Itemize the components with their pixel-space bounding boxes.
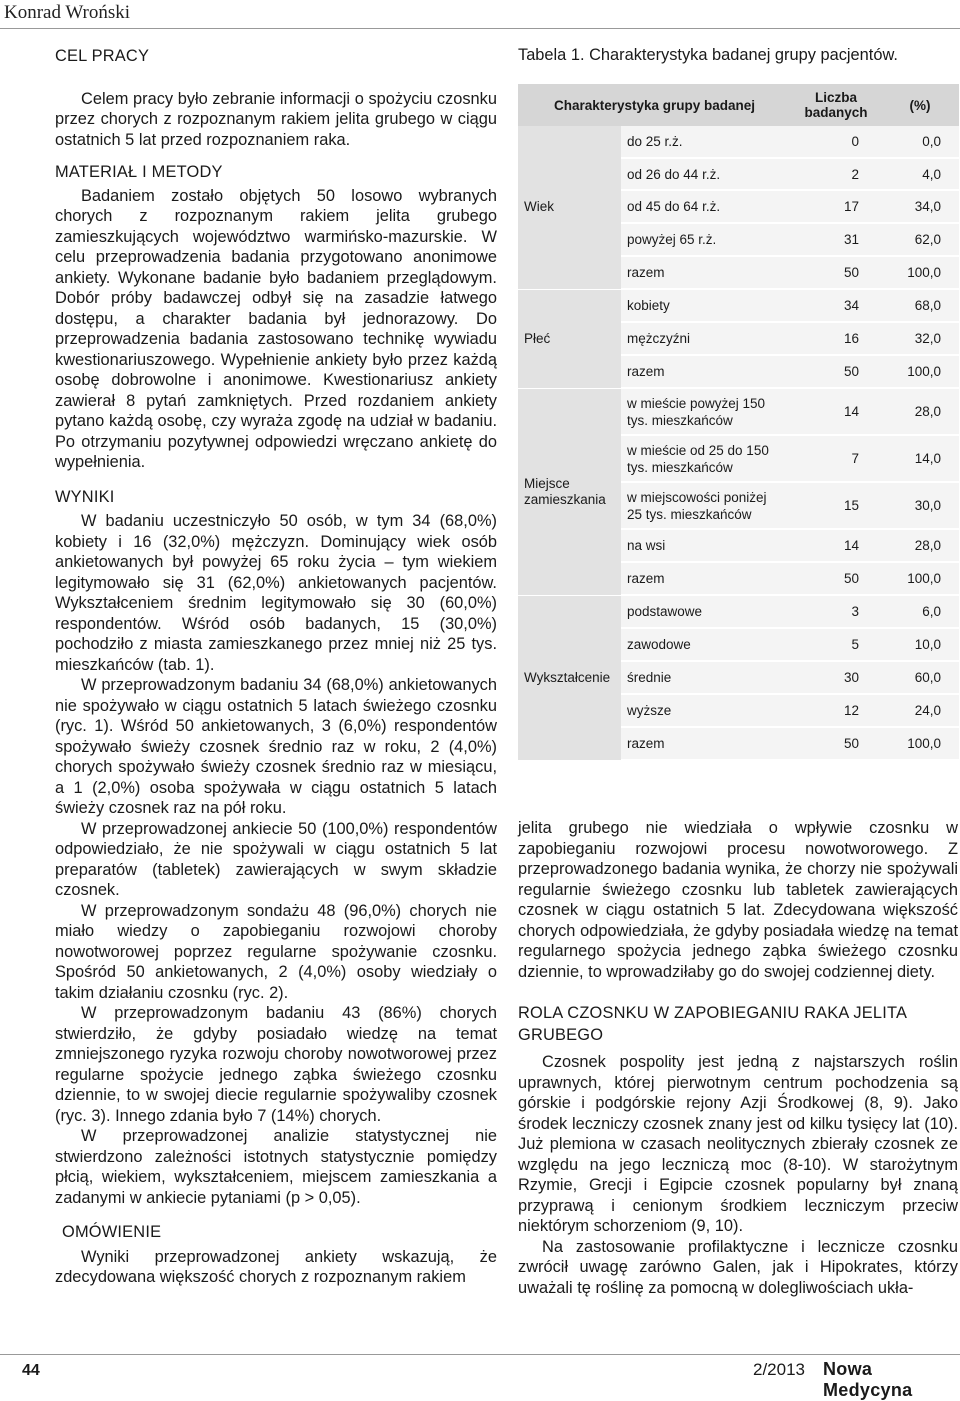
table-row bbox=[518, 289, 959, 322]
row-percent: 100,0 bbox=[881, 355, 959, 388]
section-heading-cel: CEL PRACY bbox=[55, 47, 150, 65]
row-percent: 24,0 bbox=[881, 694, 959, 727]
row-count: 17 bbox=[791, 190, 881, 223]
row-label: podstawowe bbox=[621, 595, 791, 628]
section-heading-omowienie: OMÓWIENIE bbox=[62, 1223, 162, 1241]
header-rule bbox=[0, 28, 960, 29]
paragraph-right-3: Na zastosowanie profilaktyczne i lecznicze czosnku zwrócił uwagę zarówno Galen, jak i Hipokrates, którzy uważali tę roślinę za pomocną w dolegliwościach ukła- bbox=[518, 1237, 958, 1297]
right-column bbox=[518, 818, 958, 1298]
paragraph-wyniki-4: W przeprowadzonym sondażu 48 (96,0%) chorych nie miało wiedzy o zapobieganiu rozwojowi choroby nowotworowej poprzez regularne spożywanie czosnku. Spośród 50 ankietowanych, 2 (4,0%) osoby wiedziały o takim działaniu czosnku (ryc. 2). bbox=[55, 901, 497, 1002]
row-count: 50 bbox=[791, 256, 881, 289]
paragraph-wyniki-2: W przeprowadzonym badaniu 34 (68,0%) ankietowanych nie spożywało w ciągu ostatnich 5 latach świeżego czosnku (ryc. 1). Wśród 50 ankietowanych, 3 (6,0%) respondentów spożywało świeży czosnek średnio raz w roku, 2 (4,0%) chorych spożywało świeży czosnek średnio raz w miesiącu, a 1 (2,0%) osoba spożywała w ciągu ostatnich 5 latach świeży czosnek raz na pół roku. bbox=[55, 676, 497, 817]
left-column bbox=[55, 46, 497, 1288]
section-heading-wyniki: WYNIKI bbox=[55, 487, 115, 506]
table-row bbox=[518, 595, 959, 628]
paragraph-wyniki-6: W przeprowadzonej analizie statystycznej nie stwierdzono zależności istotnych statystycznie pomiędzy płcią, wiekiem, wykształceniem, miejscem zamieszkania a zadanymi w ankiecie pytaniami (p > 0,05). bbox=[55, 1127, 497, 1207]
paragraph-wyniki-1: W badaniu uczestniczyło 50 osób, w tym 34 (68,0%) kobiety i 16 (32,0%) mężczyzn. Dominujący wiek osób ankietowanych był powyżej 65 roku życia – tym wiekiem legitymowało się 31 (62,0%) ankietowanych pacjentów. Wykształceniem średnim legitymowało się 30 (60,0%) respondentów. Wśród osób badanych, 15 (30,0%) pochodziło z miasta zamieszkanego przez mniej niż 25 tys. mieszkańców (tab. 1). bbox=[55, 512, 497, 674]
page-number: 44 bbox=[22, 1362, 40, 1379]
row-label: razem bbox=[621, 562, 791, 595]
row-label: zawodowe bbox=[621, 628, 791, 661]
row-label: do 25 r.ż. bbox=[621, 126, 791, 158]
paragraph-right-1: jelita grubego nie wiedziała o wpływie czosnku w zapobieganiu rozwojowi procesu nowotworowego. Z przeprowadzonego badania wynika, że chorzy nie spożywali regularnie świeżego czosnku lub tabletek zawierających czosnek w ciągu ostatnich 5 lat. Zdecydowana większość chorych odpowiedziała, że gdyby posiadała wiedzę na temat regularnego spożycia jednego ząbka świeżego czosnku dziennie, to wprowadziłaby go do swojej codziennej diety. bbox=[518, 819, 958, 981]
row-label: w mieście powyżej 150 tys. mieszkańców bbox=[621, 388, 791, 435]
issue-number: 2/2013 bbox=[753, 1360, 805, 1379]
row-count: 31 bbox=[791, 223, 881, 256]
row-label: średnie bbox=[621, 661, 791, 694]
paragraph-right-2: Czosnek pospolity jest jedną z najstarszych roślin uprawnych, której pierwotnym centrum pochodzenia są górskie i podgórskie rejony Azji Środkowej (8, 9). Jako środek leczniczy czosnek znany jest od kilku tysięcy lat (10). Już plemiona w czasach neolitycznych zbierały czosnek ze względu na jego leczniczą moc (8-10). W starożytnym Rzymie, Grecji i Egipcie czosnek popularny był znaną przyprawą i cenionym środkiem leczniczym przeciw niektórym schorzeniom (9, 10). bbox=[518, 1053, 958, 1235]
row-percent: 62,0 bbox=[881, 223, 959, 256]
row-label: wyższe bbox=[621, 694, 791, 727]
row-label: mężczyźni bbox=[621, 322, 791, 355]
row-count: 0 bbox=[791, 126, 881, 158]
row-percent: 4,0 bbox=[881, 158, 959, 190]
row-percent: 10,0 bbox=[881, 628, 959, 661]
paragraph-cel: Celem pracy było zebranie informacji o spożyciu czosnku przez chorych z rozpoznanym rakiem jelita grubego w ciągu ostatnich 5 lat przed rozpoznaniem raka. bbox=[55, 89, 497, 149]
group-label-residence: Miejsce zamieszkania bbox=[518, 388, 621, 595]
row-count: 50 bbox=[791, 355, 881, 388]
running-head-author: Konrad Wroński bbox=[4, 2, 131, 23]
row-percent: 100,0 bbox=[881, 256, 959, 289]
row-percent: 6,0 bbox=[881, 595, 959, 628]
table-header-row bbox=[518, 84, 959, 126]
row-percent: 28,0 bbox=[881, 388, 959, 435]
patient-characteristics-table bbox=[518, 84, 959, 761]
row-label: w miejscowości poniżej 25 tys. mieszkańców bbox=[621, 482, 791, 529]
row-count: 34 bbox=[791, 289, 881, 322]
row-count: 15 bbox=[791, 482, 881, 529]
row-count: 14 bbox=[791, 388, 881, 435]
row-label: kobiety bbox=[621, 289, 791, 322]
row-label: razem bbox=[621, 355, 791, 388]
paragraph-omowienie: Wyniki przeprowadzonej ankiety wskazują, że zdecydowana większość chorych z rozpoznanym rakiem bbox=[55, 1247, 497, 1286]
row-percent: 34,0 bbox=[881, 190, 959, 223]
row-percent: 28,0 bbox=[881, 529, 959, 562]
row-count: 16 bbox=[791, 322, 881, 355]
row-percent: 68,0 bbox=[881, 289, 959, 322]
row-count: 14 bbox=[791, 529, 881, 562]
row-percent: 100,0 bbox=[881, 562, 959, 595]
row-count: 3 bbox=[791, 595, 881, 628]
header-percent: (%) bbox=[881, 84, 959, 126]
row-count: 7 bbox=[791, 435, 881, 482]
group-label-education: Wykształcenie bbox=[518, 595, 621, 760]
row-percent: 0,0 bbox=[881, 126, 959, 158]
journal-name: Nowa Medycyna bbox=[823, 1359, 913, 1400]
row-count: 2 bbox=[791, 158, 881, 190]
row-percent: 100,0 bbox=[881, 727, 959, 760]
group-label-sex: Płeć bbox=[518, 289, 621, 388]
header-count: Liczba badanych bbox=[791, 84, 881, 126]
row-percent: 14,0 bbox=[881, 435, 959, 482]
footer-rule bbox=[0, 1354, 960, 1355]
table-caption: Tabela 1. Charakterystyka badanej grupy pacjentów. bbox=[518, 46, 898, 64]
header-group: Charakterystyka grupy badanej bbox=[518, 84, 791, 126]
group-label-age: Wiek bbox=[518, 126, 621, 289]
row-percent: 30,0 bbox=[881, 482, 959, 529]
row-label: od 45 do 64 r.ż. bbox=[621, 190, 791, 223]
paragraph-metody: Badaniem zostało objętych 50 losowo wybranych chorych z rozpoznanym rakiem jelita grubego zamieszkujących województwo warmińsko-mazurskie. W celu przeprowadzenia badania przygotowano anonimowe ankiety. Wykonane badanie było badaniem przeglądowym. Dobór próby badawczej odbył się na zasadzie łatwego dostępu, a charakter badania był jednorazowy. Do przeprowadzenia badania zastosowano technikę wywiadu kwestionariuszowego. Wypełnienie ankiety było przez każdą osobę dobrowolne i anonimowe. Kwestionariusz ankiety zawierał 8 pytań zamkniętych. Przed rozdaniem ankiety pytano każdą osobę, czy wyraża zgodę na udział w badaniu. Po otrzymaniu pozytywnej odpowiedzi wręczano ankietę do wypełnienia. bbox=[55, 186, 497, 471]
paragraph-wyniki-5: W przeprowadzonym badaniu 43 (86%) chorych stwierdziło, że gdyby posiadało wiedzę na temat zmniejszonego ryzyka rozwoju choroby nowotworowej przez regularne spożycie jednego ząbka świeżego czosnku dziennie, to w swojej diecie regularnie spożywaliby czosnek (ryc. 3). Innego zdania było 7 (14%) chorych. bbox=[55, 1004, 497, 1125]
row-percent: 60,0 bbox=[881, 661, 959, 694]
table-row bbox=[518, 388, 959, 435]
row-label: razem bbox=[621, 727, 791, 760]
row-label: na wsi bbox=[621, 529, 791, 562]
paragraph-wyniki-3: W przeprowadzonej ankiecie 50 (100,0%) respondentów odpowiedziało, że nie spożywali w ciągu ostatnich 5 lat preparatów (tabletek) zawierających w swym składzie czosnek. bbox=[55, 819, 497, 899]
section-heading-metody: MATERIAŁ I METODY bbox=[55, 163, 223, 181]
row-label: powyżej 65 r.ż. bbox=[621, 223, 791, 256]
row-label: od 26 do 44 r.ż. bbox=[621, 158, 791, 190]
row-label: razem bbox=[621, 256, 791, 289]
row-count: 50 bbox=[791, 727, 881, 760]
section-heading-rola: ROLA CZOSNKU W ZAPOBIEGANIU RAKA JELITA GRUBEGO bbox=[518, 1004, 907, 1044]
row-label: w mieście od 25 do 150 tys. mieszkańców bbox=[621, 435, 791, 482]
row-count: 12 bbox=[791, 694, 881, 727]
row-percent: 32,0 bbox=[881, 322, 959, 355]
row-count: 30 bbox=[791, 661, 881, 694]
row-count: 5 bbox=[791, 628, 881, 661]
row-count: 50 bbox=[791, 562, 881, 595]
table-row bbox=[518, 126, 959, 158]
